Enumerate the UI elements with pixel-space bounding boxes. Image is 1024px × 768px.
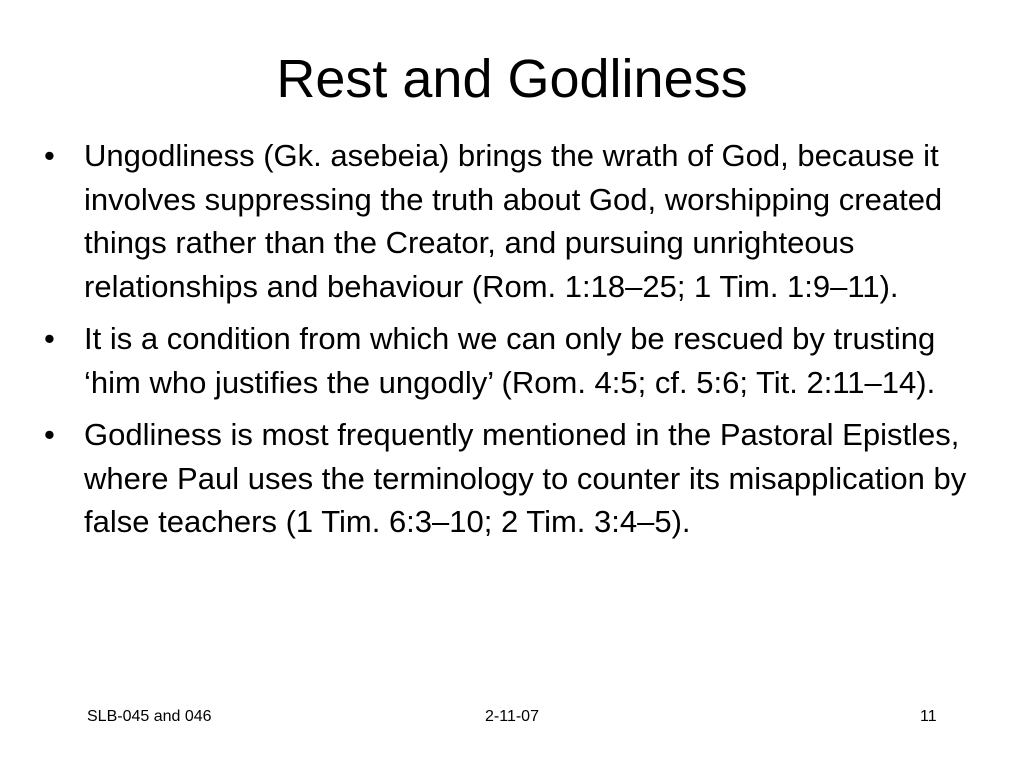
- bullet-item: [42, 134, 992, 308]
- footer-page-number: 11: [920, 708, 937, 725]
- bullet-marker: •: [44, 321, 55, 356]
- bullet-text: It is a condition from which we can only be rescued by trusting ‘him who justifies the ungodly’ (Rom. 4:5; cf. 5:6; Tit. 2:11–14).: [84, 321, 936, 400]
- bullet-marker: •: [44, 417, 55, 452]
- slide-title: Rest and Godliness: [276, 49, 748, 109]
- bullet-text: Godliness is most frequently mentioned in the Pastoral Epistles, where Paul uses the terminology to counter its misapplication by false teachers (1 Tim. 6:3–10; 2 Tim. 3:4–5).: [84, 417, 967, 539]
- footer-source: SLB-045 and 046: [87, 708, 212, 725]
- bullet-text: Ungodliness (Gk. asebeia) brings the wrath of God, because it involves suppressing the truth about God, worshipping created things rather than the Creator, and pursuing unrighteous relationships and behaviour (Rom. 1:18–25; 1 Tim. 1:9–11).: [84, 138, 943, 304]
- bullet-marker: •: [44, 138, 55, 173]
- bullet-item: [42, 413, 992, 544]
- bullet-item: [42, 317, 992, 404]
- bullet-list: [42, 134, 992, 553]
- footer-date: 2-11-07: [485, 708, 539, 725]
